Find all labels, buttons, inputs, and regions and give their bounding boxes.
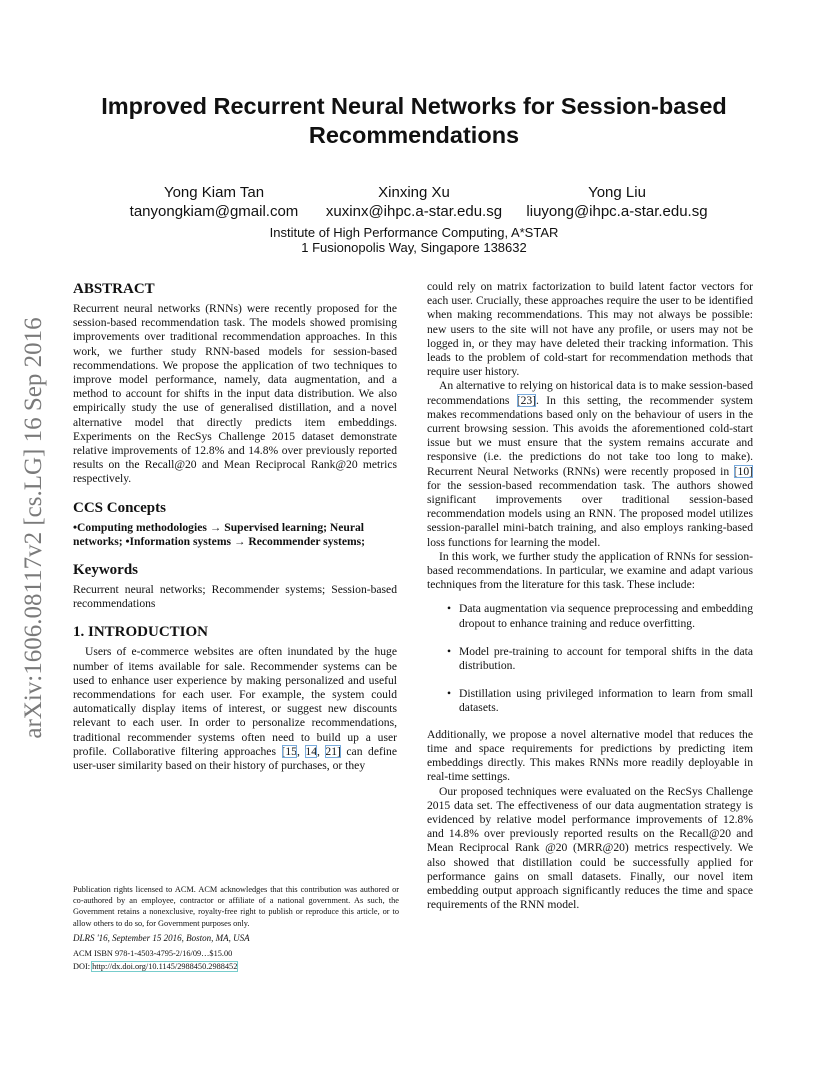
author-email: liuyong@ihpc.a-star.edu.sg <box>526 203 708 220</box>
right-paragraph-3: In this work, we further study the application of RNNs for session-based recommendations. In particular, we examine and adapt various techniques from the literature for this task. These include: <box>427 549 753 592</box>
right-paragraph-2 <box>427 379 753 549</box>
p2-text-part-2: . In this setting, the recommender system makes recommendations based only on the behaviour of users in the current browsing session. This avoids the aforementioned cold-start issue but we must ensure that the system remains accurate and responsive (i.e. the predictions do not take too long to make). Recurrent Neural Networks (RNNs) were recently proposed in <box>427 393 753 478</box>
list-item <box>427 687 753 715</box>
citation-link-15[interactable]: [15 <box>281 744 297 758</box>
doi-label: DOI: <box>73 962 91 972</box>
right-paragraph-4: Additionally, we propose a novel alternative model that reduces the time and space requirements for predictions by predicting item embeddings directly. This makes RNNs more readily deployable in real-time settings. <box>427 727 753 784</box>
bullet-glyph: • <box>447 644 452 658</box>
left-column <box>73 280 397 773</box>
ccs-heading: CCS Concepts <box>73 499 166 516</box>
bullet-glyph: • <box>447 602 452 616</box>
keywords-text: Recurrent neural networks; Recommender systems; Session-based recommendations <box>73 583 397 611</box>
bullet-glyph: • <box>447 687 452 701</box>
venue-line: DLRS '16, September 15 2016, Boston, MA, USA <box>73 932 250 943</box>
citation-link-14[interactable]: 14 <box>305 744 317 758</box>
author-email: tanyongkiam@gmail.com <box>129 203 299 220</box>
right-column <box>427 280 753 912</box>
author-1 <box>104 183 324 221</box>
isbn-line: ACM ISBN 978-1-4503-4795-2/16/09…$15.00 <box>73 949 233 959</box>
list-item <box>427 602 753 630</box>
keywords-heading: Keywords <box>73 562 138 579</box>
author-name: Xinxing Xu <box>378 184 450 201</box>
rights-notice: Publication rights licensed to ACM. ACM acknowledges that this contribution was authored or co-authored by an employee, contractor or affiliate of a national government. As such, the Government retains a nonexclusive, royalty-free right to publish or reproduce this article, or to allow others to do so, for Government purposes only. <box>73 885 399 928</box>
list-item-text: Distillation using privileged information to learn from small datasets. <box>459 687 753 715</box>
doi-link[interactable]: http://dx.doi.org/10.1145/2988450.2988452 <box>92 962 238 972</box>
abstract-heading: ABSTRACT <box>73 281 155 297</box>
right-paragraph-5: Our proposed techniques were evaluated on the RecSys Challenge 2015 data set. The effectiveness of our data augmentation strategy is evidenced by relative model performance improvements of 12.8% and 14.8% over previously reported results on the Recall@20 and Mean Reciprocal Rank @20 (MRR@20) metrics respectively. We also showed that distillation could be successfully applied for performance gains on small datasets. Finally, our novel item embedding output approach significantly reduces the time and space requirements of the RNN model. <box>427 784 753 912</box>
author-email: xuxinx@ihpc.a-star.edu.sg <box>325 203 503 220</box>
citation-link-10[interactable]: [10] <box>733 464 753 478</box>
author-3 <box>507 183 727 221</box>
introduction-heading: 1. INTRODUCTION <box>73 624 209 641</box>
doi-line <box>73 961 399 972</box>
list-item-text: Model pre-training to account for temporal shifts in the data distribution. <box>459 644 753 673</box>
contributions-list <box>427 602 753 715</box>
list-item-text: Data augmentation via sequence preprocessing and embedding dropout to enhance training and reduce overfitting. <box>459 602 753 630</box>
introduction-paragraph: Users of e-commerce websites are often inundated by the huge number of items available for sale. Recommender systems can be used to enhance user experience by making personalized and useful recommendations for each user. For example, the system could automatically display items of interest, or suggest new discounts relevant to each user. In order to personalize recommendations, traditional recommender systems often need to build up a user profile. Collaborative filtering approaches [15, 14, 21] can define user-user similarity based on their history of purchases, or they <box>73 645 397 773</box>
author-2 <box>304 183 524 221</box>
paper-title-line-1: Improved Recurrent Neural Networks for Session-based <box>101 93 727 119</box>
citation-link-21[interactable]: 21] <box>325 744 341 758</box>
right-paragraph-1: could rely on matrix factorization to build latent factor vectors for each user. Crucially, these approaches require the user to be identified when making recommendations. This may not always be possible: new users to the site will not have any profile, or users may not be logged in, or they may have deleted their tracking information. This leads to the problem of cold-start for recommendation methods that require user history. <box>427 280 753 379</box>
intro-text-part-1: Users of e-commerce websites are often inundated by the huge number of items available for sale. Recommender systems can be used to enhance user experience by making personalized and useful recommendations for each user. For example, the system could automatically display items of interest, or suggest new discounts relevant to each user. In order to personalize recommendations, traditional recommender systems often need to build up a user profile. Collaborative filtering approaches <box>73 645 397 758</box>
affiliation-line-2: 1 Fusionopolis Way, Singapore 138632 <box>301 240 527 255</box>
copyright-footnote <box>73 884 399 972</box>
author-name: Yong Kiam Tan <box>163 184 265 201</box>
arxiv-identifier-stamp: arXiv:1606.08117v2 [cs.LG] 16 Sep 2016 <box>20 317 47 739</box>
ccs-concepts-text: •Computing methodologies → Supervised learning; Neural networks; •Information systems → Recommender systems; <box>73 520 366 548</box>
list-item <box>427 645 753 673</box>
abstract-text: Recurrent neural networks (RNNs) were recently proposed for the session-based recommendation task. The models showed promising improvements over traditional recommendation approaches. In this work, we further study RNN-based models for session-based recommendations. We propose the application of two techniques to improve model performance, namely, data augmentation, and a method to account for shifts in the input data distribution. We also empirically study the use of generalised distillation, and a novel alternative model that directly predicts item embeddings. Experiments on the RecSys Challenge 2015 dataset demonstrate relative improvements of 12.8% and 14.8% over previously reported results on the Recall@20 and Mean Reciprocal Rank@20 metrics respectively. <box>73 302 397 486</box>
p2-text-part-1: An alternative to relying on historical data is to make session-based recommendations <box>427 379 753 407</box>
paper-title-line-2: Recommendations <box>308 122 520 148</box>
author-name: Yong Liu <box>588 184 646 201</box>
intro-text-part-2: can define user-user similarity based on their history of purchases, or they <box>73 744 397 773</box>
affiliation-line-1: Institute of High Performance Computing, A*STAR <box>269 225 559 240</box>
paper-title <box>40 92 788 150</box>
p2-text-part-3: for the session-based recommendation task. The authors showed significant improvements over traditional session-based recommendation models using an RNN. The proposed model utilizes session-parallel mini-batch training, and also employs ranking-based loss functions for learning the model. <box>427 478 753 549</box>
citation-link-23[interactable]: [23] <box>516 393 537 407</box>
